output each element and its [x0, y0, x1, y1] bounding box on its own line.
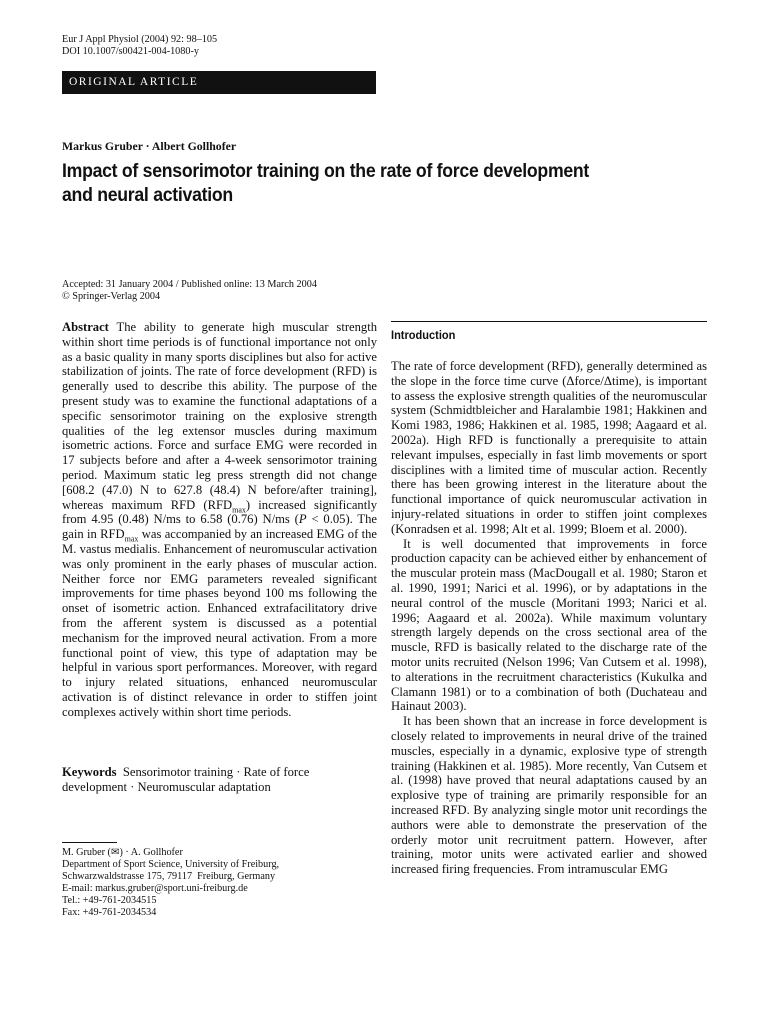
corr-tel: Tel.: +49-761-2034515 [62, 895, 157, 906]
title-line-1: Impact of sensorimotor training on the rate of force development [62, 161, 590, 182]
authors: Markus Gruber · Albert Gollhofer [62, 139, 237, 153]
intro-paragraph-3: It has been shown that an increase in force development is closely related to improvements in neural drive of the trained muscles, especially in a dynamic, explosive type of strength training (Hakkinen et al. 1985). More recently, Van Cutsem et al. (1998) have proved that neural adaptations caused by an explosive type of training are primarily responsible for an increased RFD. By analyzing single motor unit recordings the authors were able to demonstrate the preservation of the orderly motor unit recruitment pattern. However, after training, motor units were activated earlier and showed increased firing frequencies. From intramuscular EMG [391, 714, 707, 877]
article-type-banner: ORIGINAL ARTICLE [62, 71, 376, 94]
intro-paragraph-2: It is well documented that improvements in force production capacity can be achieved either by enhancement of the muscular protein mass (MacDougall et al. 1980; Staron et al. 1990, 1991; Narici et al. 1996), or by adaptations in the neural control of the muscle (Moritani 1993; Narici et al. 1996; Aagaard et al. 2002a). While maximum voluntary strength largely depends on the cross sectional area of the muscle, RFD is basically related to the discharge rate of the motor units recruited (Nelson 1996; Van Cutsem et al. 1998), to alterations in the recruitment characteristics (Kukulka and Clamann 1981) or to a combination of both (Duchateau and Hainaut 2003). [391, 536, 707, 714]
introduction-body [391, 359, 707, 877]
abstract-text-1: The ability to generate high muscular strength within short time periods is of functional importance not only as a basic quality in many sports disciplines but also for active stabilization of joints. The rate of force development (RFD) is generally used to describe this ability. The purpose of the present study was to examine the functional adaptations of a specific sensorimotor training on the explosive strength qualities of the leg extensor muscles during maximum isometric actions. Force and surface EMG were recorded in 17 subjects before and after a 4-week sensorimotor training period. Maximum static leg press strength did not change [608.2 (47.0) N to 627.8 (48.4) N before/after training], whereas maximum RFD (RFD [62, 320, 377, 512]
abstract [62, 320, 377, 720]
article-title [62, 160, 657, 208]
abstract-sub-2: max [124, 534, 139, 544]
keywords-label: Keywords [62, 765, 117, 779]
journal-citation: Eur J Appl Physiol (2004) 92: 98–105 [62, 34, 218, 45]
corr-dept: Department of Sport Science, University of Freiburg, [62, 859, 280, 870]
introduction-heading: Introduction [391, 328, 456, 342]
abstract-text-4: was accompanied by an increased EMG of the M. vastus medialis. Enhancement of neuromuscular activation was only prominent in the early phases of muscular action. Neither force nor EMG parameters revealed significant improvements for time phases beyond 100 ms following the onset of isometric action. Enhanced extrafacilitatory drive from the afferent system is discussed as a potential mechanism for the improved neural activation. From a more functional point of view, this type of adaptation may be helpful in various sport performances. Moreover, with regard to injury related situations, enhanced neuromuscular activation is of distinct relevance in order to stiffen joint complexes actively within short time periods. [62, 527, 378, 719]
section-rule [391, 321, 707, 322]
keywords [62, 765, 377, 795]
keywords-text: Sensorimotor training · Rate of force development · Neuromuscular adaptation [62, 765, 313, 794]
footnote-rule [62, 842, 117, 843]
abstract-text-2: ) increased significantly from 4.95 (0.48) N/ms to 6.58 (0.76) N/ms ( [62, 497, 377, 527]
abstract-sub-1: max [232, 505, 246, 515]
corr-fax: Fax: +49-761-2034534 [62, 907, 157, 918]
corr-address: Schwarzwaldstrasse 175, 79117 Freiburg, Germany [62, 871, 276, 882]
accepted-date: Accepted: 31 January 2004 / Published online: 13 March 2004 [62, 279, 317, 290]
intro-paragraph-1: The rate of force development (RFD), generally determined as the slope in the force time curve (Δforce/Δtime), is important to assess the explosive strength qualities of the neuromuscular system (Schmidtbleicher and Haralambie 1981; Hakkinen and Komi 1983, 1986; Hakkinen et al. 1985, 1998; Aagaard et al. 2002a). High RFD is functionally a prerequisite to attain relevant impulses, especially in fast limb movements or sport disciplines with a limited time of muscular action. Recently there has been growing interest in the literature about the functional importance of quick neuromuscular activation in injury-related situations in order to stiffen joint complexes (Konradsen et al. 1998; Alt et al. 1999; Bloem et al. 2000). [391, 359, 707, 536]
corr-name: M. Gruber (✉) · A. Gollhofer [62, 847, 183, 858]
corr-email[interactable]: E-mail: markus.gruber@sport.uni-freiburg.de [62, 883, 248, 894]
title-line-2: and neural activation [62, 185, 233, 206]
copyright: © Springer-Verlag 2004 [62, 291, 161, 302]
abstract-label: Abstract [62, 320, 109, 334]
correspondence [62, 847, 377, 919]
doi: DOI 10.1007/s00421-004-1080-y [62, 46, 199, 57]
p-symbol: P [298, 512, 307, 527]
abstract-text-3: < 0.05). The gain in RFD [62, 512, 377, 542]
